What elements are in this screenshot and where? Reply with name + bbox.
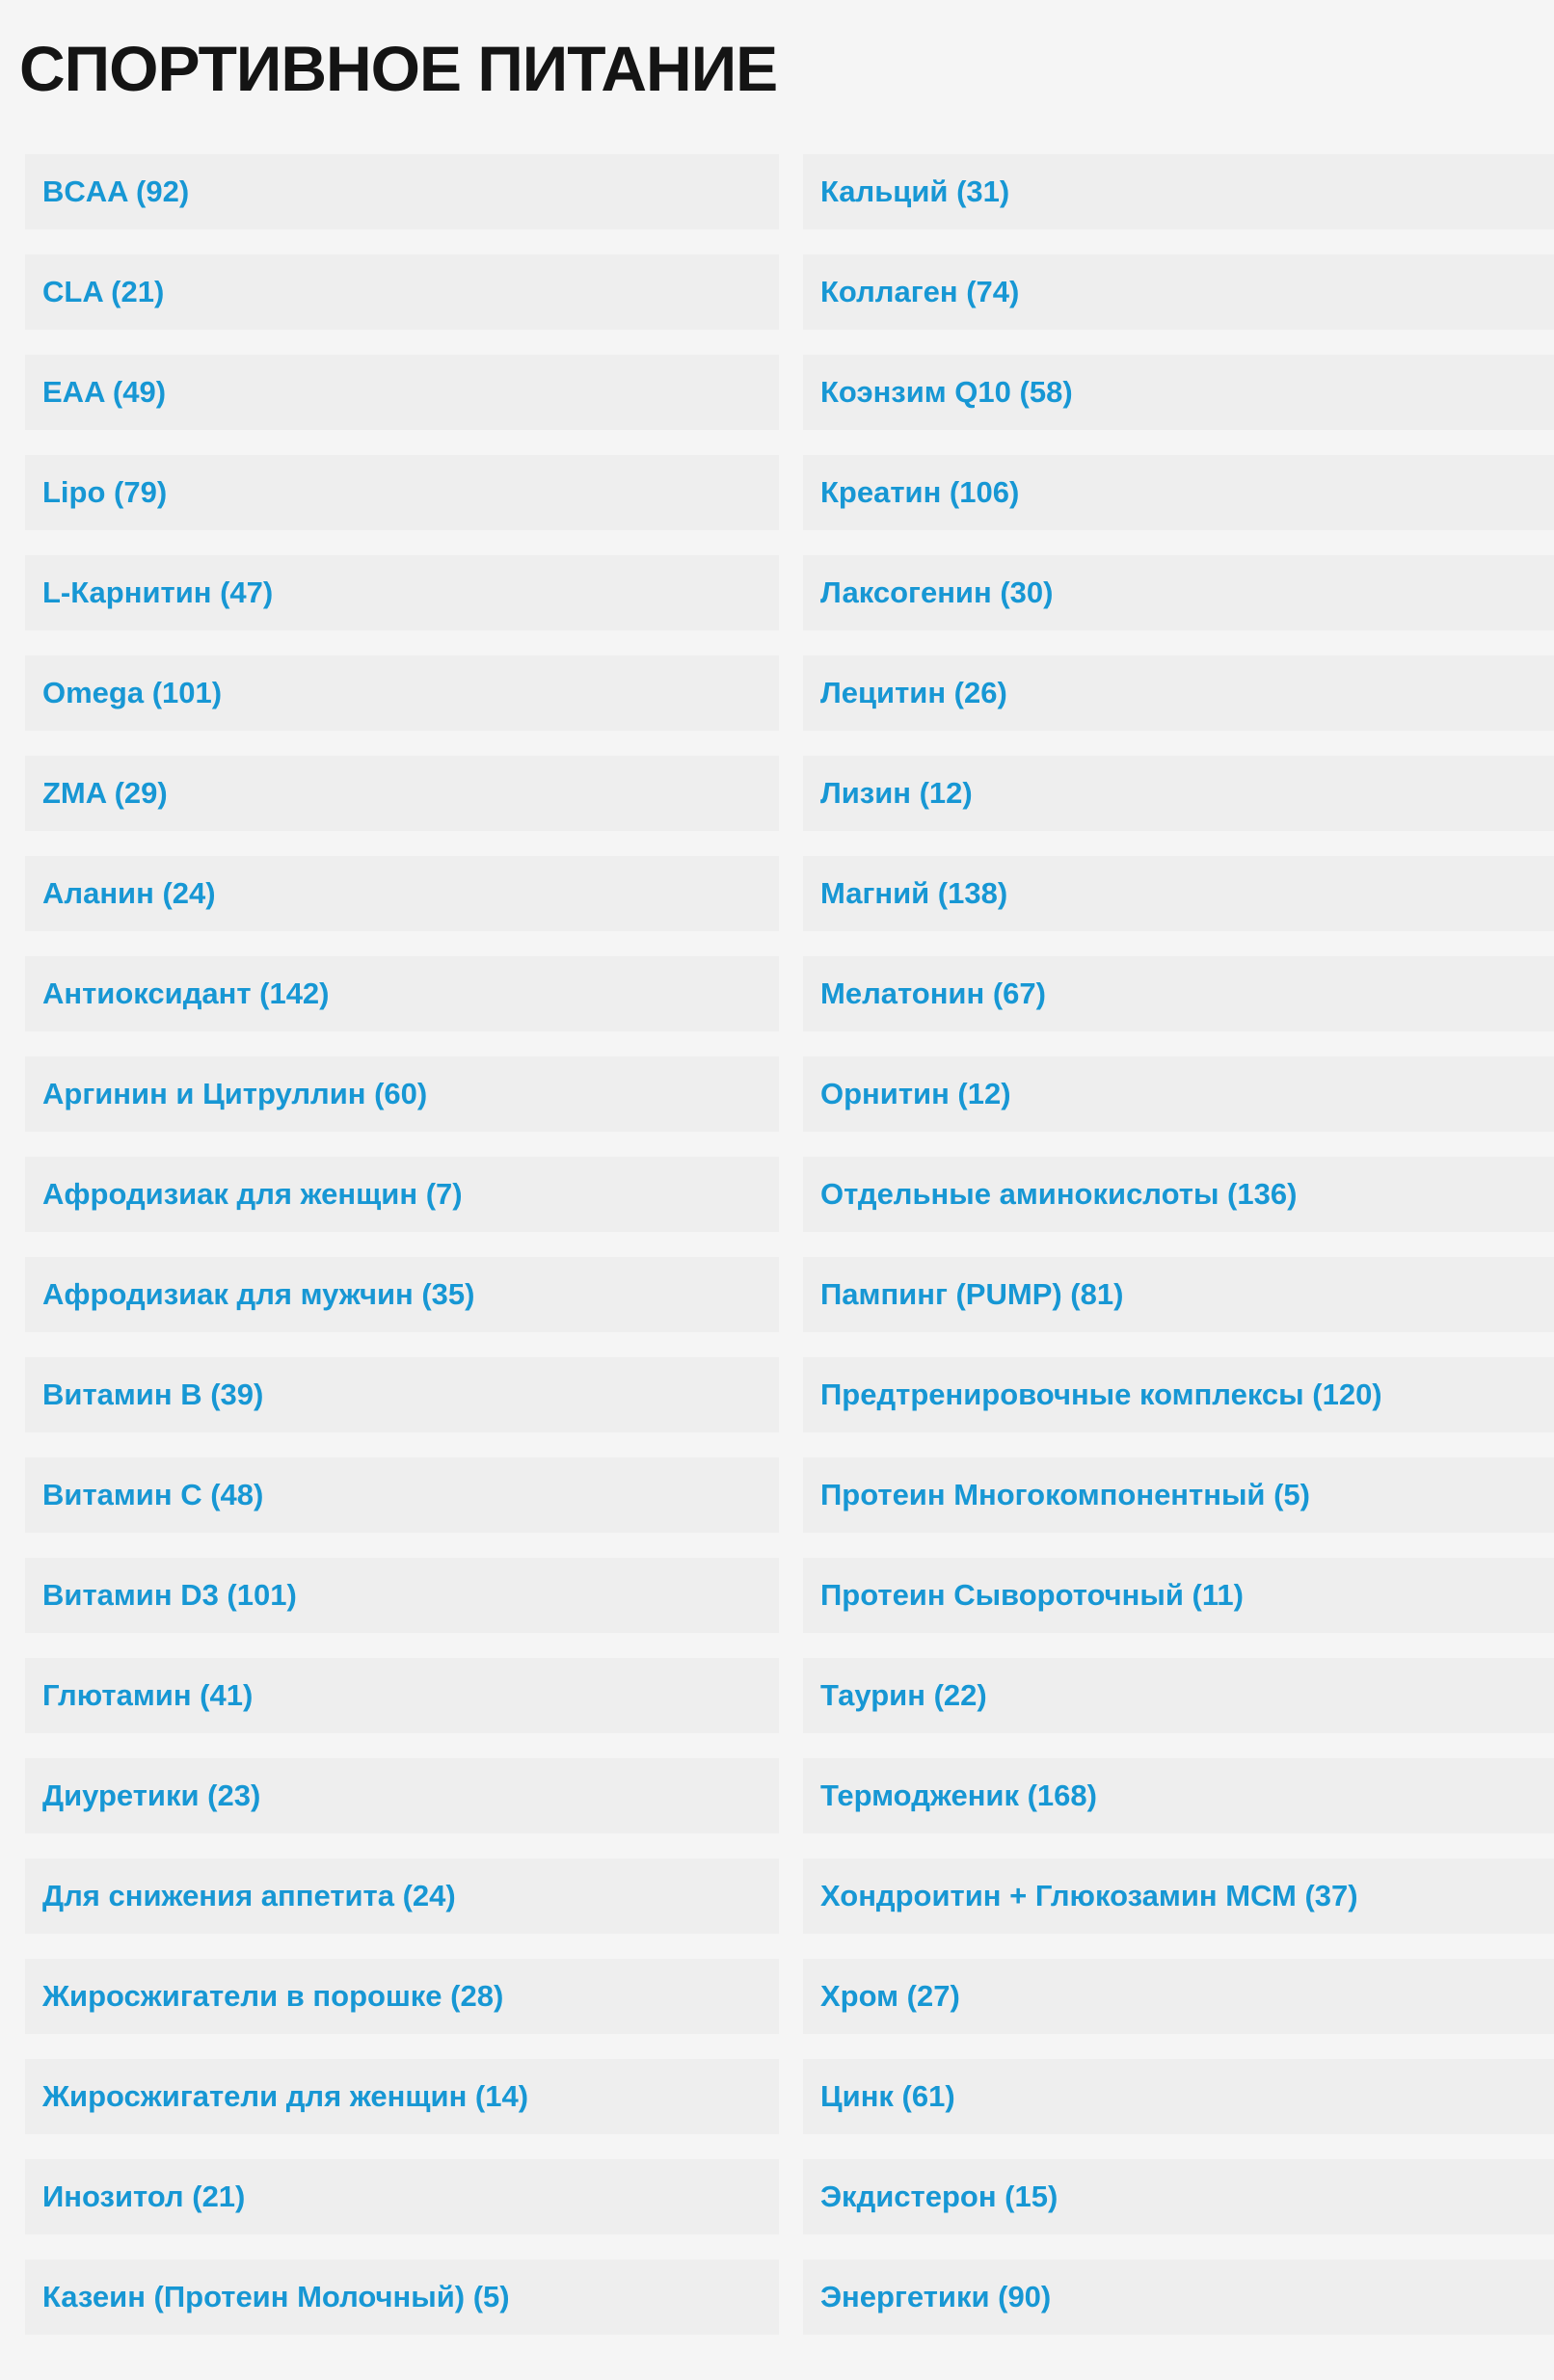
category-link[interactable]: Кальций (31) (803, 154, 1554, 229)
category-link[interactable]: L-Карнитин (47) (25, 555, 779, 630)
category-link[interactable]: Магний (138) (803, 856, 1554, 931)
category-link[interactable]: Диуретики (23) (25, 1758, 779, 1833)
category-link[interactable]: Креатин (106) (803, 455, 1554, 530)
category-link[interactable]: ZMA (29) (25, 756, 779, 831)
category-grid (25, 154, 1554, 2335)
category-link[interactable]: Антиоксидант (142) (25, 956, 779, 1031)
category-link[interactable]: Цинк (61) (803, 2059, 1554, 2134)
category-link[interactable]: Казеин (Протеин Молочный) (5) (25, 2260, 779, 2335)
category-link[interactable]: Коллаген (74) (803, 254, 1554, 330)
category-link[interactable]: Хондроитин + Глюкозамин МСМ (37) (803, 1859, 1554, 1934)
category-link[interactable]: Аланин (24) (25, 856, 779, 931)
category-link[interactable]: Энергетики (90) (803, 2260, 1554, 2335)
category-link[interactable]: Инозитол (21) (25, 2159, 779, 2234)
category-link[interactable]: Афродизиак для женщин (7) (25, 1157, 779, 1232)
category-link[interactable]: Лаксогенин (30) (803, 555, 1554, 630)
category-link[interactable]: Предтренировочные комплексы (120) (803, 1357, 1554, 1432)
category-link[interactable]: CLA (21) (25, 254, 779, 330)
category-link[interactable]: Жиросжигатели для женщин (14) (25, 2059, 779, 2134)
category-link[interactable]: Витамин D3 (101) (25, 1558, 779, 1633)
category-link[interactable]: Для снижения аппетита (24) (25, 1859, 779, 1934)
category-link[interactable]: Аргинин и Цитруллин (60) (25, 1056, 779, 1132)
category-link[interactable]: Лецитин (26) (803, 655, 1554, 731)
category-column-left (25, 154, 779, 2335)
category-link[interactable]: Lipo (79) (25, 455, 779, 530)
category-link[interactable]: Жиросжигатели в порошке (28) (25, 1959, 779, 2034)
category-link[interactable]: Экдистерон (15) (803, 2159, 1554, 2234)
category-link[interactable]: Протеин Сывороточный (11) (803, 1558, 1554, 1633)
category-link[interactable]: Витамин B (39) (25, 1357, 779, 1432)
category-link[interactable]: EAA (49) (25, 355, 779, 430)
category-link[interactable]: Мелатонин (67) (803, 956, 1554, 1031)
page-title: СПОРТИВНОЕ ПИТАНИЕ (19, 33, 778, 104)
category-link[interactable]: Протеин Многокомпонентный (5) (803, 1457, 1554, 1533)
category-link[interactable]: Omega (101) (25, 655, 779, 731)
category-link[interactable]: Афродизиак для мужчин (35) (25, 1257, 779, 1332)
category-link[interactable]: BCAA (92) (25, 154, 779, 229)
category-link[interactable]: Пампинг (PUMP) (81) (803, 1257, 1554, 1332)
category-link[interactable]: Глютамин (41) (25, 1658, 779, 1733)
category-column-right (803, 154, 1554, 2335)
category-link[interactable]: Термодженик (168) (803, 1758, 1554, 1833)
category-link[interactable]: Отдельные аминокислоты (136) (803, 1157, 1554, 1232)
category-link[interactable]: Витамин C (48) (25, 1457, 779, 1533)
category-link[interactable]: Орнитин (12) (803, 1056, 1554, 1132)
category-link[interactable]: Хром (27) (803, 1959, 1554, 2034)
category-link[interactable]: Лизин (12) (803, 756, 1554, 831)
category-link[interactable]: Коэнзим Q10 (58) (803, 355, 1554, 430)
category-link[interactable]: Таурин (22) (803, 1658, 1554, 1733)
